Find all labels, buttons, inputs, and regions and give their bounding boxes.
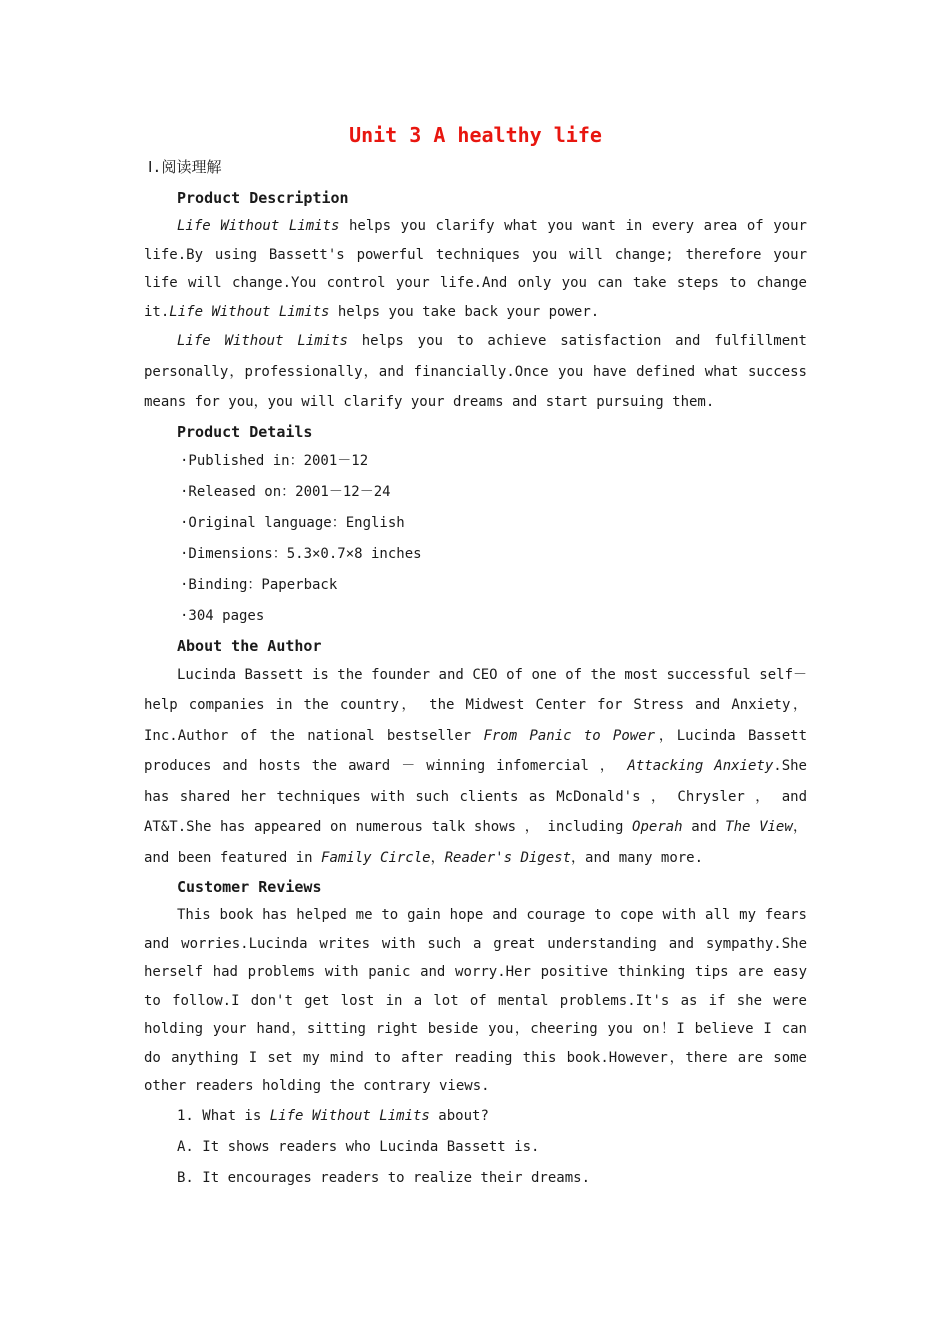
text-run: .She has shared her techniques with such clients as McDonald's ， Chrysler ， and AT&T.She has appeared on numerous talk shows ， including xyxy=(144,758,807,835)
italic-title-text: Life Without Limits xyxy=(177,333,348,349)
text-run: helps you clarify what you want in every area of your life.By using Bassett's powerful techniques you will change; therefore your life will change.You control your life.And only you can take steps to change it. xyxy=(144,218,807,320)
page-title: Unit 3 A healthy life xyxy=(349,123,602,147)
product-details-heading: Product Details xyxy=(177,422,313,441)
text-run: ， and been featured in xyxy=(144,819,807,866)
text-run: and xyxy=(682,819,726,835)
italic-title-text: Reader's Digest xyxy=(444,849,572,866)
customer-reviews-heading: Customer Reviews xyxy=(177,878,322,896)
text-run: 1. What is xyxy=(177,1107,270,1124)
text-run: about? xyxy=(429,1107,489,1124)
detail-item: ·Original language：English xyxy=(180,514,405,531)
italic-title-text: Attacking Anxiety xyxy=(627,758,774,774)
italic-title-text: From Panic to Power xyxy=(483,727,656,744)
italic-title-text: The View xyxy=(725,819,793,835)
product-description-para-2 xyxy=(144,326,807,418)
detail-item: ·Released on：2001－12－24 xyxy=(180,483,391,500)
text-run: ，and many more. xyxy=(571,849,704,866)
italic-title-text: Life Without Limits xyxy=(177,218,340,234)
italic-title-text: Family Circle xyxy=(321,849,431,866)
detail-item: ·304 pages xyxy=(180,607,265,624)
document-body xyxy=(144,184,807,1194)
text-run: ， xyxy=(430,849,445,866)
italic-title-text: Life Without Limits xyxy=(269,1107,430,1124)
italic-title-text: Life Without Limits xyxy=(169,303,330,320)
product-details-list xyxy=(144,446,807,632)
about-author-para xyxy=(144,660,807,874)
text-run: helps you take back your power. xyxy=(329,303,600,320)
detail-item: ·Dimensions：5.3×0.7×8 inches xyxy=(180,545,422,562)
customer-reviews-para: This book has helped me to gain hope and courage to cope with all my fears and worries.Lucinda writes with such a great understanding and sympathy.She herself had problems with panic and worry.Her positive thinking tips are easy to follow.I don't get lost in a lot of mental problems.It's as if she were holding your hand，sitting right beside you，cheering you on！I believe I can do anything I set my mind to after reading this book.However，there are some other readers holding the contrary views. xyxy=(144,907,807,1094)
text-run: ，Lucinda Bassett produces and hosts the award － winning infomercial ， xyxy=(144,727,807,774)
detail-item: ·Binding：Paperback xyxy=(180,576,338,593)
text-run: Lucinda Bassett is the founder and CEO of one of the most successful self－help companies in the country， the Midwest Center for Stress and Anxiety，Inc.Author of the national bestseller xyxy=(144,666,807,744)
question-option-b: B. It encourages readers to realize their dreams. xyxy=(177,1169,591,1186)
question-stem xyxy=(144,1101,807,1132)
section-label: Ⅰ.阅读理解 xyxy=(148,158,222,176)
product-description-para-1 xyxy=(144,212,807,326)
about-author-heading: About the Author xyxy=(177,636,322,655)
question-option-a: A. It shows readers who Lucinda Bassett is. xyxy=(177,1138,540,1155)
text-run: helps you to achieve satisfaction and fulfillment personally，professionally，and financially.Once you have defined what success means for you，you will clarify your dreams and start pursuing them. xyxy=(144,333,807,410)
italic-title-text: Operah xyxy=(632,819,683,835)
detail-item: ·Published in：2001－12 xyxy=(180,452,369,469)
product-description-heading: Product Description xyxy=(177,189,349,207)
